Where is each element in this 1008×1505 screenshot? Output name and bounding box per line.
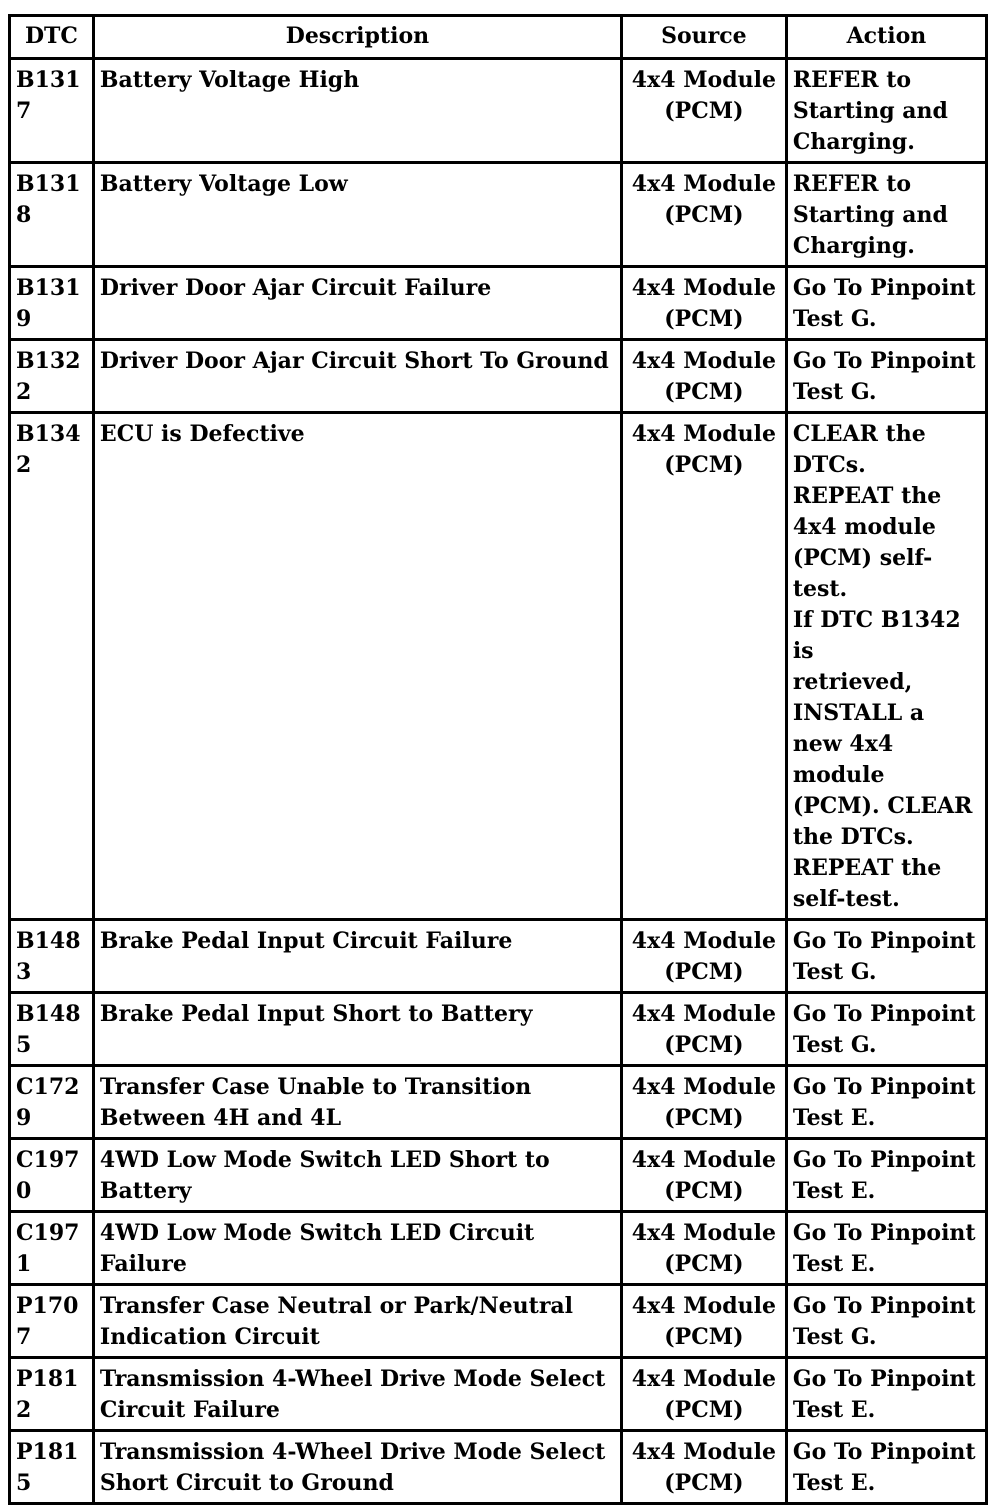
- table-row: [11, 994, 985, 1064]
- source-line: (PCM): [664, 1178, 744, 1204]
- dtc-description: 4WD Low Mode Switch LED Circuit Failure: [95, 1213, 620, 1283]
- dtc-action: [788, 268, 985, 338]
- dtc-description: Transfer Case Neutral or Park/Neutral Indication Circuit: [95, 1286, 620, 1356]
- dtc-description: Driver Door Ajar Circuit Failure: [95, 268, 620, 338]
- action-line: Go To Pinpoint: [792, 1147, 976, 1173]
- source-line: 4x4 Module: [631, 275, 776, 301]
- source-line: 4x4 Module: [631, 1001, 776, 1027]
- dtc-action: [788, 164, 985, 265]
- source-line: 4x4 Module: [631, 1439, 776, 1465]
- dtc-source: [623, 1359, 785, 1429]
- table-row: [11, 1140, 985, 1210]
- action-line: Starting and: [792, 98, 948, 124]
- dtc-action: [788, 1432, 985, 1502]
- action-line: Go To Pinpoint: [792, 1074, 976, 1100]
- action-line: (PCM). CLEAR: [792, 793, 973, 819]
- action-line: INSTALL a: [792, 700, 925, 726]
- dtc-action: [788, 60, 985, 161]
- source-line: 4x4 Module: [631, 1220, 776, 1246]
- table-row: [11, 1213, 985, 1283]
- action-line: Starting and: [792, 202, 948, 228]
- action-line: REFER to: [792, 67, 912, 93]
- action-line: Go To Pinpoint: [792, 1293, 976, 1319]
- dtc-action: [788, 414, 985, 918]
- action-line: Test G.: [792, 379, 877, 405]
- dtc-source: [623, 164, 785, 265]
- dtc-description: Brake Pedal Input Circuit Failure: [95, 921, 620, 991]
- dtc-code: B1342: [11, 414, 92, 918]
- action-line: (PCM) self-test.: [792, 545, 933, 602]
- dtc-action: [788, 341, 985, 411]
- action-line: self-test.: [792, 886, 900, 912]
- dtc-table: [8, 14, 988, 1505]
- action-line: Charging.: [792, 233, 915, 259]
- dtc-code: C1971: [11, 1213, 92, 1283]
- dtc-code: C1729: [11, 1067, 92, 1137]
- action-line: Test G.: [792, 959, 877, 985]
- dtc-description: 4WD Low Mode Switch LED Short to Battery: [95, 1140, 620, 1210]
- dtc-code: B1318: [11, 164, 92, 265]
- dtc-source: [623, 1286, 785, 1356]
- action-line: If DTC B1342 is: [792, 607, 961, 664]
- source-line: 4x4 Module: [631, 171, 776, 197]
- dtc-source: [623, 1067, 785, 1137]
- table-header-row: [11, 17, 985, 57]
- source-line: 4x4 Module: [631, 348, 776, 374]
- dtc-action: [788, 921, 985, 991]
- table-row: [11, 921, 985, 991]
- table-row: [11, 341, 985, 411]
- dtc-description: Driver Door Ajar Circuit Short To Ground: [95, 341, 620, 411]
- dtc-description: Battery Voltage High: [95, 60, 620, 161]
- source-line: (PCM): [664, 452, 744, 478]
- action-line: Test E.: [792, 1470, 876, 1496]
- dtc-description: Brake Pedal Input Short to Battery: [95, 994, 620, 1064]
- dtc-description: Transfer Case Unable to Transition Between 4H and 4L: [95, 1067, 620, 1137]
- table-row: [11, 1067, 985, 1137]
- dtc-code: P1707: [11, 1286, 92, 1356]
- action-line: new 4x4 module: [792, 731, 894, 788]
- dtc-code: B1322: [11, 341, 92, 411]
- action-line: REPEAT the: [792, 483, 942, 509]
- action-line: Test E.: [792, 1178, 876, 1204]
- source-line: (PCM): [664, 306, 744, 332]
- source-line: (PCM): [664, 202, 744, 228]
- source-line: 4x4 Module: [631, 1147, 776, 1173]
- action-line: Go To Pinpoint: [792, 1366, 976, 1392]
- dtc-source: [623, 1140, 785, 1210]
- action-line: Charging.: [792, 129, 915, 155]
- table-row: [11, 60, 985, 161]
- dtc-description: Transmission 4-Wheel Drive Mode Select Short Circuit to Ground: [95, 1432, 620, 1502]
- dtc-table-frame: [8, 14, 988, 1505]
- action-line: retrieved,: [792, 669, 913, 695]
- dtc-action: [788, 1213, 985, 1283]
- table-row: [11, 1432, 985, 1502]
- dtc-source: [623, 60, 785, 161]
- table-row: [11, 268, 985, 338]
- action-line: REFER to: [792, 171, 912, 197]
- dtc-source: [623, 1213, 785, 1283]
- source-line: (PCM): [664, 959, 744, 985]
- source-line: (PCM): [664, 1251, 744, 1277]
- source-line: 4x4 Module: [631, 1293, 776, 1319]
- table-row: [11, 1286, 985, 1356]
- source-line: (PCM): [664, 98, 744, 124]
- dtc-code: P1812: [11, 1359, 92, 1429]
- action-line: REPEAT the: [792, 855, 942, 881]
- dtc-action: [788, 1359, 985, 1429]
- dtc-action: [788, 994, 985, 1064]
- dtc-description: Battery Voltage Low: [95, 164, 620, 265]
- dtc-source: [623, 268, 785, 338]
- header-description: Description: [95, 17, 620, 57]
- source-line: 4x4 Module: [631, 421, 776, 447]
- dtc-action: [788, 1140, 985, 1210]
- source-line: 4x4 Module: [631, 1366, 776, 1392]
- dtc-source: [623, 921, 785, 991]
- action-line: Go To Pinpoint: [792, 1001, 976, 1027]
- dtc-code: P1815: [11, 1432, 92, 1502]
- dtc-code: C1970: [11, 1140, 92, 1210]
- dtc-action: [788, 1067, 985, 1137]
- table-body: [11, 60, 985, 1502]
- source-line: (PCM): [664, 1470, 744, 1496]
- table-row: [11, 164, 985, 265]
- action-line: CLEAR the: [792, 421, 926, 447]
- source-line: 4x4 Module: [631, 67, 776, 93]
- source-line: 4x4 Module: [631, 1074, 776, 1100]
- source-line: 4x4 Module: [631, 928, 776, 954]
- action-line: 4x4 module: [792, 514, 936, 540]
- table-row: [11, 414, 985, 918]
- dtc-code: B1485: [11, 994, 92, 1064]
- header-action: Action: [788, 17, 985, 57]
- action-line: Test G.: [792, 1032, 877, 1058]
- dtc-code: B1319: [11, 268, 92, 338]
- action-line: Test E.: [792, 1105, 876, 1131]
- action-line: DTCs.: [792, 452, 866, 478]
- dtc-source: [623, 341, 785, 411]
- source-line: (PCM): [664, 1324, 744, 1350]
- header-dtc: DTC: [11, 17, 92, 57]
- dtc-code: B1317: [11, 60, 92, 161]
- dtc-description: Transmission 4-Wheel Drive Mode Select Circuit Failure: [95, 1359, 620, 1429]
- action-line: Go To Pinpoint: [792, 1220, 976, 1246]
- action-line: Go To Pinpoint: [792, 348, 976, 374]
- action-line: the DTCs.: [792, 824, 914, 850]
- dtc-description: ECU is Defective: [95, 414, 620, 918]
- action-line: Test G.: [792, 306, 877, 332]
- action-line: Test G.: [792, 1324, 877, 1350]
- table-row: [11, 1359, 985, 1429]
- source-line: (PCM): [664, 379, 744, 405]
- action-line: Go To Pinpoint: [792, 1439, 976, 1465]
- source-line: (PCM): [664, 1397, 744, 1423]
- dtc-source: [623, 994, 785, 1064]
- action-line: Test E.: [792, 1251, 876, 1277]
- header-source: Source: [623, 17, 785, 57]
- dtc-source: [623, 414, 785, 918]
- source-line: (PCM): [664, 1105, 744, 1131]
- dtc-source: [623, 1432, 785, 1502]
- source-line: (PCM): [664, 1032, 744, 1058]
- dtc-action: [788, 1286, 985, 1356]
- action-line: Go To Pinpoint: [792, 275, 976, 301]
- dtc-code: B1483: [11, 921, 92, 991]
- action-line: Go To Pinpoint: [792, 928, 976, 954]
- action-line: Test E.: [792, 1397, 876, 1423]
